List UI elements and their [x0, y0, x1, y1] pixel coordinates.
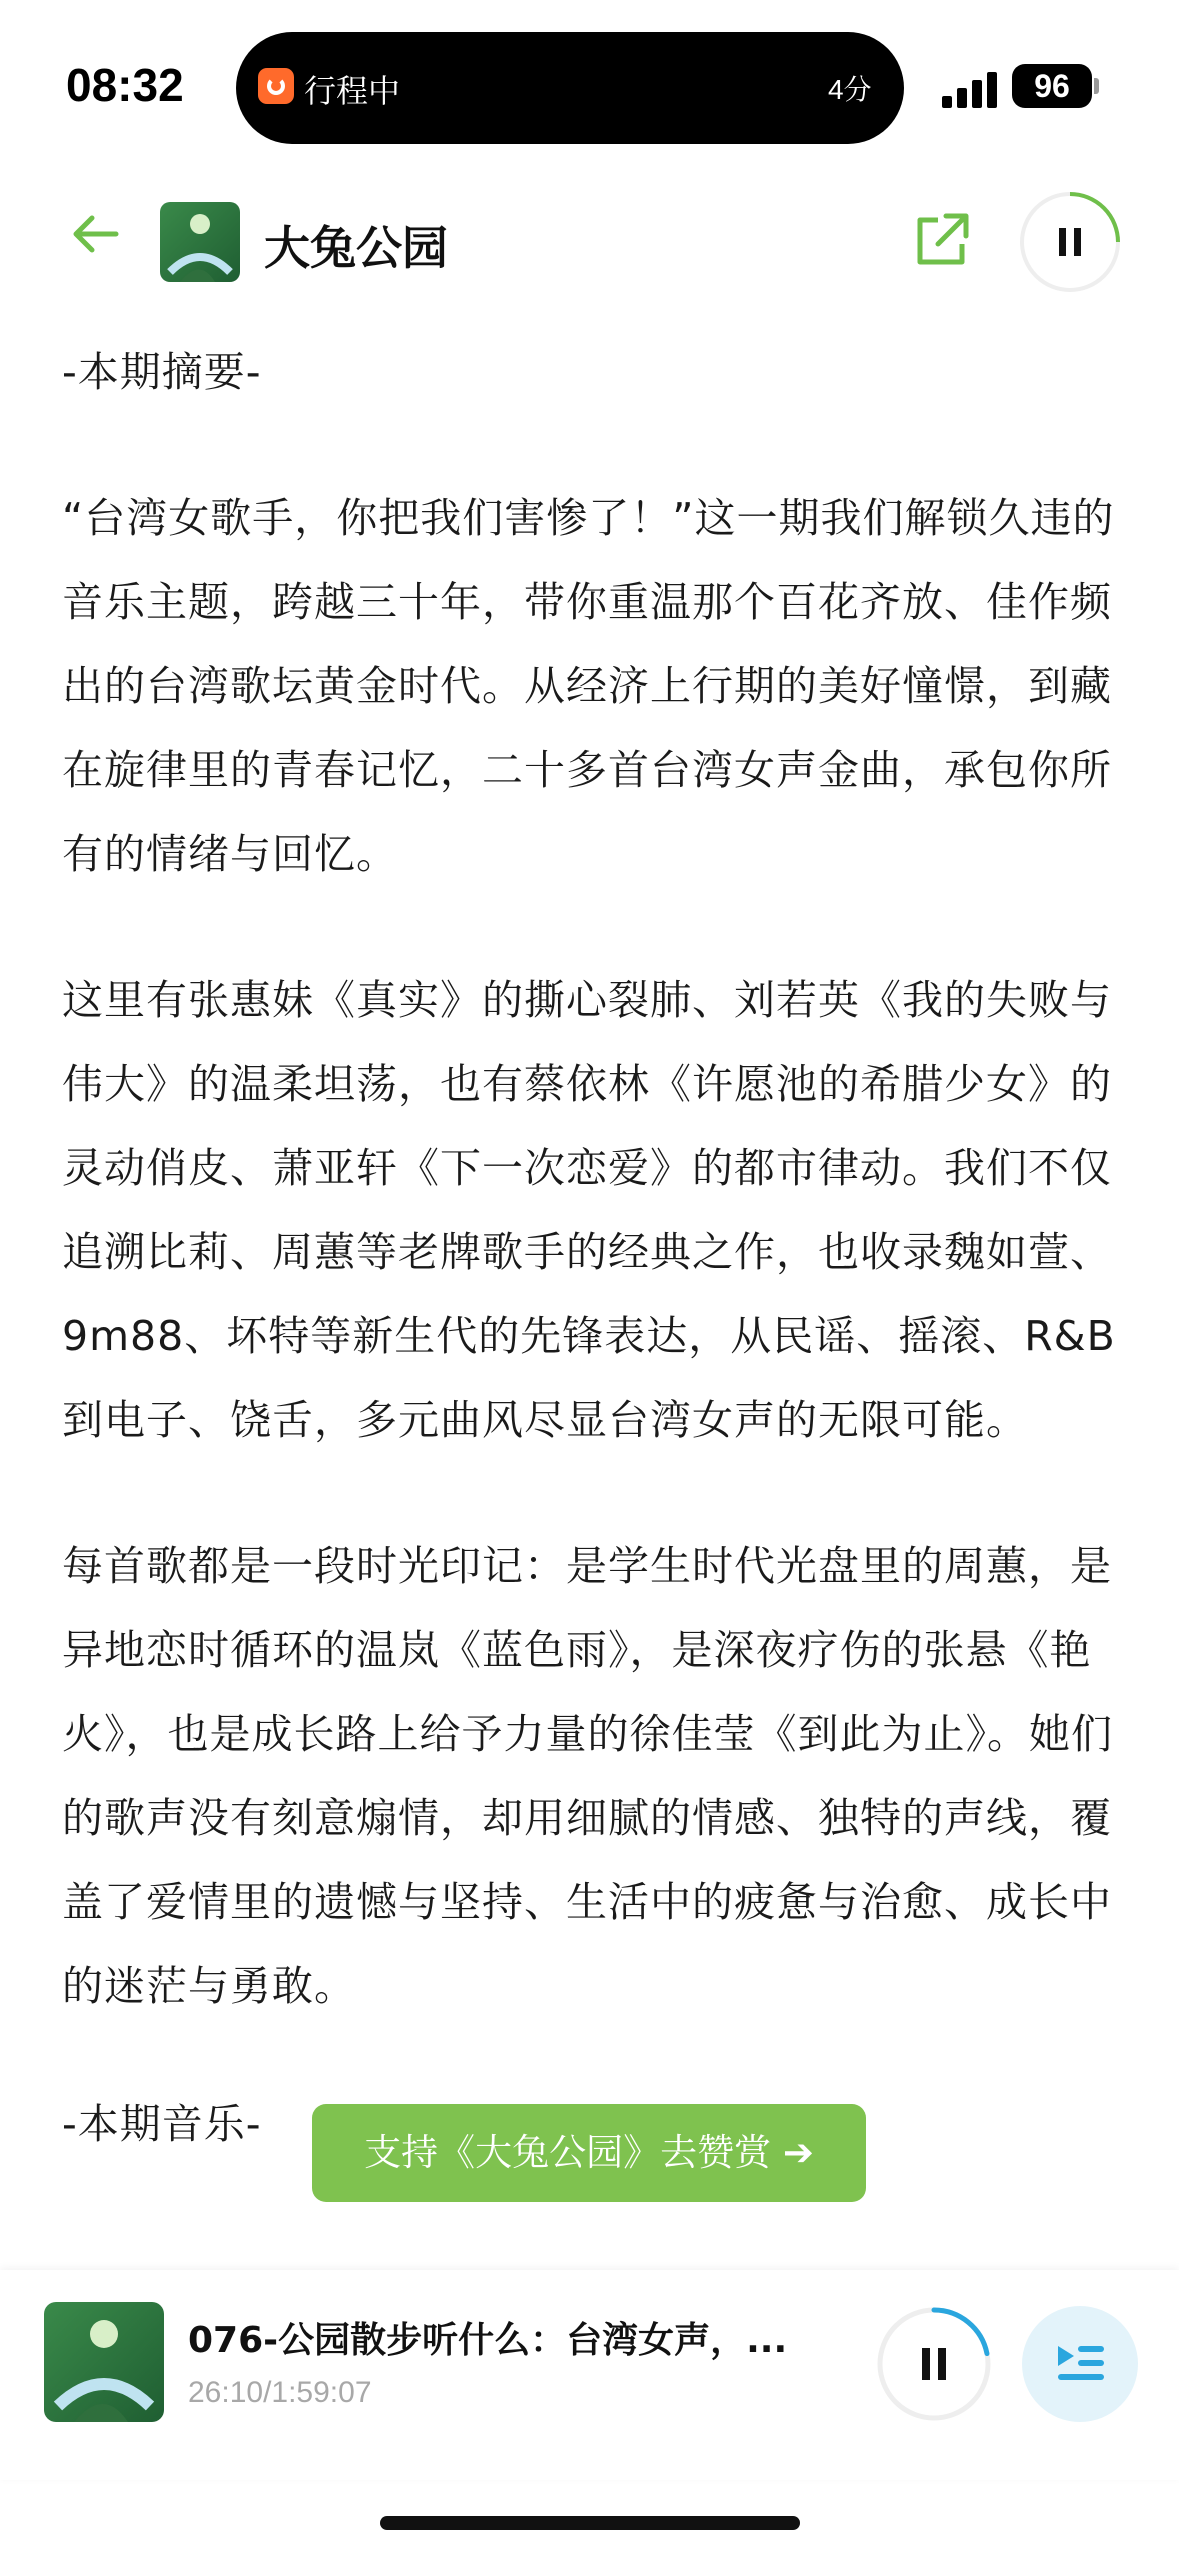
summary-heading: -本期摘要- — [62, 348, 262, 396]
pause-icon — [1059, 228, 1066, 256]
battery-icon: 96 — [1012, 64, 1092, 108]
pause-icon — [922, 2348, 930, 2380]
summary-paragraph-1: “台湾女歌手，你把我们害惨了！”这一期我们解锁久违的音乐主题，跨越三十年，带你重温那个百花齐放、佳作频出的台湾歌坛黄金时代。从经济上行期的美好憧憬，到藏在旋律里的青春记忆，二十多首台湾女声金曲，承包你所有的情绪与回忆。 — [62, 494, 1115, 878]
music-heading: -本期音乐- — [62, 2100, 262, 2148]
header-pause-button[interactable] — [1018, 190, 1122, 294]
ride-app-icon — [258, 68, 294, 104]
podcast-cover[interactable] — [160, 202, 240, 282]
home-indicator — [380, 2516, 800, 2530]
share-icon[interactable] — [912, 210, 972, 270]
podcast-title: 大兔公园 — [264, 221, 448, 275]
player-cover[interactable] — [44, 2302, 164, 2422]
summary-paragraph-2: 这里有张惠妹《真实》的撕心裂肺、刘若英《我的失败与伟大》的温柔坦荡，也有蔡依林《许愿池的希腊少女》的灵动俏皮、萧亚轩《下一次恋爱》的都市律动。我们不仅追溯比莉、周蕙等老牌歌手的经典之作，也收录魏如萱、9m88、坏特等新生代的先锋表达，从民谣、摇滚、R&B 到电子、饶舌，多元曲风尽显台湾女声的无限可能。 — [62, 976, 1116, 1444]
battery-tip — [1094, 78, 1099, 94]
live-activity-text: 行程中 — [304, 72, 401, 110]
mini-player[interactable] — [0, 2270, 1179, 2480]
back-arrow-icon[interactable] — [70, 214, 120, 254]
playlist-icon — [1022, 2306, 1138, 2422]
summary-paragraph-3: 每首歌都是一段时光印记：是学生时代光盘里的周蕙，是异地恋时循环的温岚《蓝色雨》，是深夜疗伤的张悬《艳火》，也是成长路上给予力量的徐佳莹《到此为止》。她们的歌声没有刻意煽情，却用细腻的情感、独特的声线，覆盖了爱情里的遗憾与坚持、生活中的疲惫与治愈、成长中的迷茫与勇敢。 — [62, 1542, 1113, 2010]
playback-time: 26:10/1:59:07 — [188, 2376, 372, 2409]
playlist-button[interactable] — [1022, 2306, 1138, 2422]
player-pause-button[interactable] — [876, 2306, 992, 2422]
signal-icon — [942, 72, 998, 108]
show-notes — [62, 330, 1122, 2166]
live-activity-eta: 4分 — [828, 74, 872, 105]
status-time: 08:32 — [66, 59, 184, 111]
episode-title[interactable]: 076-公园散步听什么：台湾女声，... — [188, 2320, 788, 2361]
support-button[interactable]: 支持《大兔公园》去赞赏 ➔ — [312, 2104, 866, 2202]
